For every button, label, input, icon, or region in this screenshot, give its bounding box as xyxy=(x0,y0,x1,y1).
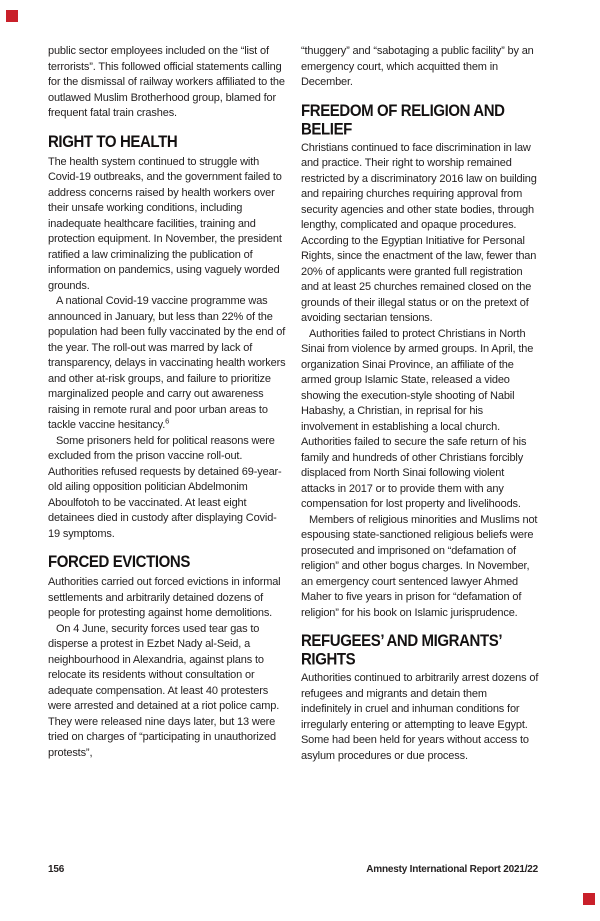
paragraph: public sector employees included on the “list of terrorists”. This followed official statements calling for the dismissal of railway workers affiliated to the outlawed Muslim Brotherhood group, blamed for frequent fatal train crashes. xyxy=(48,45,285,119)
corner-mark-top-left-icon xyxy=(6,10,18,22)
section-heading: RIGHT TO HEALTH xyxy=(48,132,178,151)
footnote-ref: 6 xyxy=(165,416,170,426)
paragraph: The health system continued to struggle with Covid-19 outbreaks, and the government failed to address concerns raised by health workers over their unsafe working conditions, including inadequate healthcare facilities, training and protection equipment. In November, the president ratified a law criminalizing the publication of information on pandemics, using vaguely worded grounds. xyxy=(48,155,282,292)
section-heading: FORCED EVICTIONS xyxy=(48,553,190,572)
footer-report-title: Amnesty International Report 2021/22 xyxy=(366,864,538,875)
paragraph: Some prisoners held for political reasons were excluded from the prison vaccine roll-out. Authorities refused requests by detained 69-year-old ailing opposition politician Abdelmonim Aboulfotoh to be vaccinated. At least eight detainees died in custody after displaying Covid-19 symptoms. xyxy=(48,434,282,540)
left-column xyxy=(48,44,286,764)
two-column-layout xyxy=(48,44,539,764)
section-heading: FREEDOM OF RELIGION AND BELIEF xyxy=(301,101,505,139)
paragraph: On 4 June, security forces used tear gas to disperse a protest in Ezbet Nady al-Seid, a neighbourhood in Alexandria, against plans to relocate its residents without consultation or adequate compensation. At least 40 protesters were arrested and detained at a riot police camp. They were released nine days later, but 13 were tried on charges of “participating in unauthorized protests”, xyxy=(48,622,280,759)
paragraph: Christians continued to face discrimination in law and practice. Their right to worship remained restricted by a discriminatory 2016 law on building and repairing churches requiring approval from security agencies and other state bodies, through lengthy, complicated and opaque procedures. According to the Egyptian Initiative for Personal Rights, since the enactment of the law, fewer than 20% of applicants were granted full registration and at least 25 churches remained closed on the grounds of their illegal status or on the pretext of avoiding sectarian tensions. xyxy=(301,141,537,324)
paragraph: Authorities failed to protect Christians in North Sinai from violence by armed groups. In April, the organization Sinai Province, an affiliate of the armed group Islamic State, released a video showing the execution-style shooting of Nabil Habashy, a Christian, in reprisal for his involvement in establishing a local church. Authorities failed to secure the safe return of his family and hundreds of other Christians forcibly displaced from North Sinai following violent attacks in 2017 or to provide them with any compensation for lost property and livelihoods. xyxy=(301,327,534,510)
paragraph: “thuggery” and “sabotaging a public facility” by an emergency court, which acquitted them in December. xyxy=(301,45,534,88)
paragraph: A national Covid-19 vaccine programme was announced in January, but less than 22% of the population had been fully vaccinated by the end of the year. The roll-out was marred by lack of transparency, delays in vaccinating health workers and other at-risk groups, and failure to prioritize marginalized people and carry out awareness raising in remote rural and poor urban areas to tackle vaccine hesitancy.$^6$ xyxy=(48,295,286,431)
right-column xyxy=(301,44,539,764)
page-footer xyxy=(48,864,538,875)
paragraph: Members of religious minorities and Muslims not espousing state-sanctioned religious beliefs were prosecuted and imprisoned on “defamation of religion” and other bogus charges. In November, an emergency court sentenced lawyer Ahmed Maher to five years in prison for “defamation of religion” for his book on Islamic jurisprudence. xyxy=(301,513,538,619)
page-number: 156 xyxy=(48,864,65,875)
paragraph: Authorities carried out forced evictions in informal settlements and arbitrarily detained dozens of people for protesting against home demolitions. xyxy=(48,576,281,619)
section-heading: REFUGEES’ AND MIGRANTS’ RIGHTS xyxy=(301,632,502,669)
corner-mark-bottom-right-icon xyxy=(583,893,595,905)
paragraph: Authorities continued to arbitrarily arrest dozens of refugees and migrants and detain them indefinitely in cruel and inhuman conditions for irregularly entering or attempting to leave Egypt. Some had been held for years without access to asylum procedures or due process. xyxy=(301,672,539,762)
